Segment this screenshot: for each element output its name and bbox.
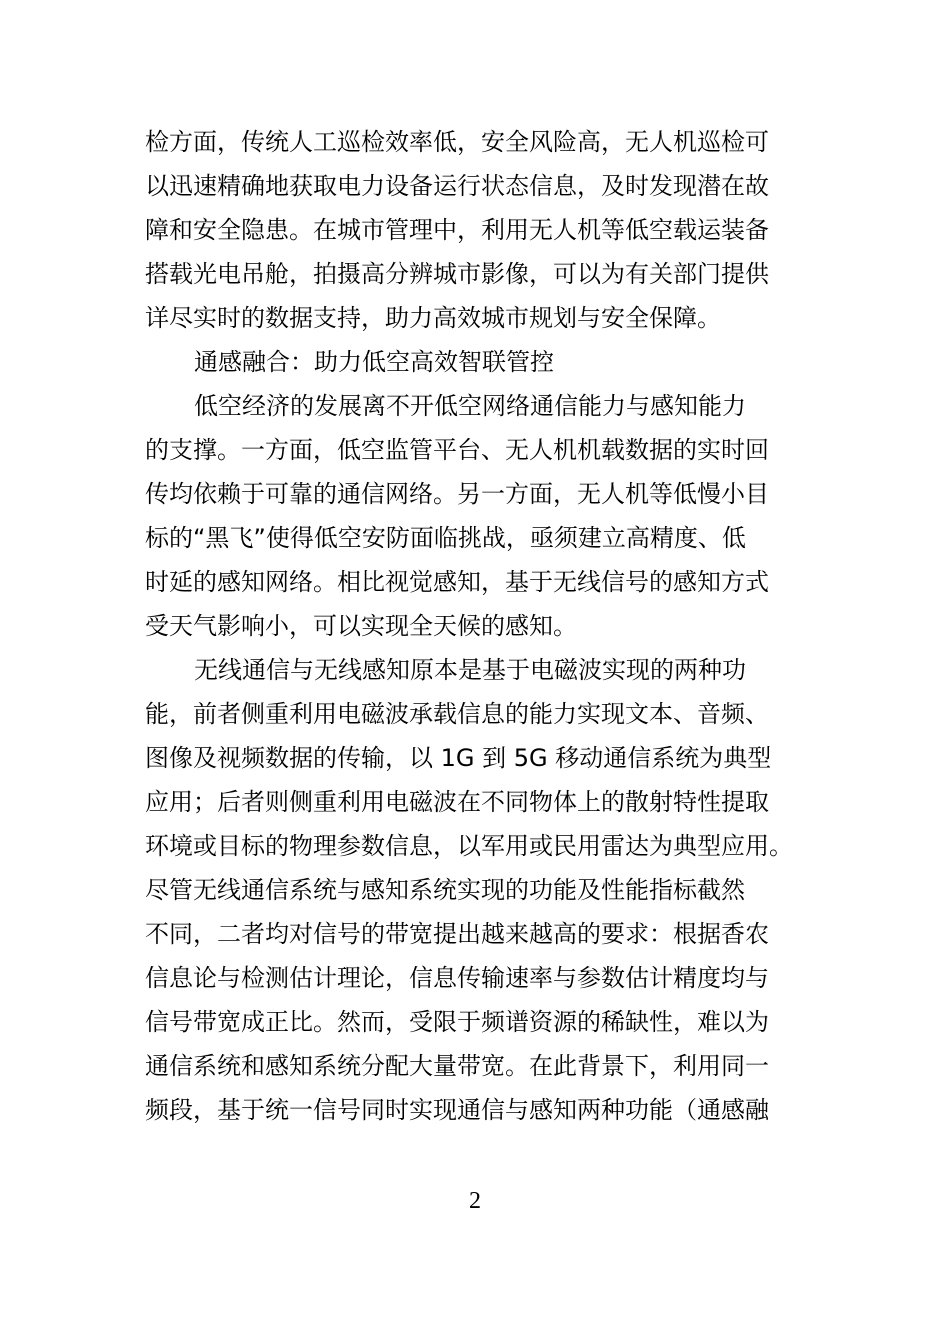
text-line: 标的“黑飞”使得低空安防面临挑战，亟须建立高精度、低 xyxy=(145,524,746,552)
text-line: 通感融合：助力低空高效智联管控 xyxy=(194,348,554,376)
text-line: 受天气影响小，可以实现全天候的感知。 xyxy=(145,612,577,640)
text-line: 详尽实时的数据支持，助力高效城市规划与安全保障。 xyxy=(145,304,721,332)
text-line: 障和安全隐患。在城市管理中，利用无人机等低空载运装备 xyxy=(145,216,769,244)
page-number: 2 xyxy=(469,1188,481,1214)
text-line: 不同，二者均对信号的带宽提出越来越高的要求：根据香农 xyxy=(145,920,769,948)
text-line: 低空经济的发展离不开低空网络通信能力与感知能力 xyxy=(194,392,746,420)
text-line: 通信系统和感知系统分配大量带宽。在此背景下，利用同一 xyxy=(145,1052,769,1080)
text-line: 信号带宽成正比。然而，受限于频谱资源的稀缺性，难以为 xyxy=(145,1008,769,1036)
text-line: 尽管无线通信系统与感知系统实现的功能及性能指标截然 xyxy=(145,876,745,904)
text-line: 检方面，传统人工巡检效率低，安全风险高，无人机巡检可 xyxy=(145,128,769,156)
text-line: 应用；后者则侧重利用电磁波在不同物体上的散射特性提取 xyxy=(145,788,769,816)
text-line: 信息论与检测估计理论，信息传输速率与参数估计精度均与 xyxy=(145,964,769,992)
text-line: 以迅速精确地获取电力设备运行状态信息，及时发现潜在故 xyxy=(145,172,769,200)
text-line: 的支撑。一方面，低空监管平台、无人机机载数据的实时回 xyxy=(145,436,769,464)
text-line: 搭载光电吊舱，拍摄高分辨城市影像，可以为有关部门提供 xyxy=(145,260,769,288)
text-line: 环境或目标的物理参数信息，以军用或民用雷达为典型应用。 xyxy=(145,832,793,860)
text-line: 图像及视频数据的传输，以 1G 到 5G 移动通信系统为典型 xyxy=(145,744,772,772)
text-line: 时延的感知网络。相比视觉感知，基于无线信号的感知方式 xyxy=(145,568,769,596)
text-line: 频段，基于统一信号同时实现通信与感知两种功能（通感融 xyxy=(145,1096,769,1124)
text-line: 能，前者侧重利用电磁波承载信息的能力实现文本、音频、 xyxy=(145,700,769,728)
text-line: 无线通信与无线感知原本是基于电磁波实现的两种功 xyxy=(194,656,746,684)
text-line: 传均依赖于可靠的通信网络。另一方面，无人机等低慢小目 xyxy=(145,480,769,508)
body-text xyxy=(145,120,807,1132)
